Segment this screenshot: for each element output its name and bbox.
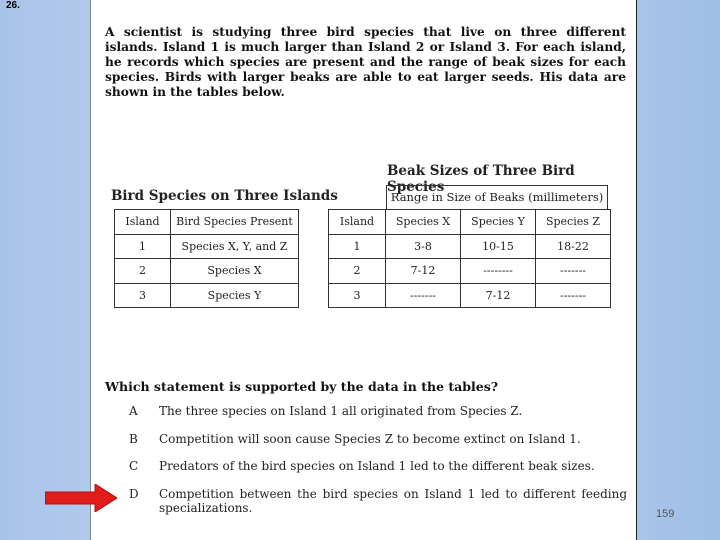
table-cell: 1 [329, 234, 386, 259]
table-row [329, 234, 611, 259]
table-cell: Species X, Y, and Z [171, 234, 299, 259]
table-row [329, 283, 611, 308]
option-text: Predators of the bird species on Island 1 led to the different beak sizes. [159, 459, 595, 473]
table-row [329, 259, 611, 284]
option-letter: D [129, 487, 139, 501]
table-cell: 7-12 [461, 283, 536, 308]
table-cell: 2 [329, 259, 386, 284]
table-cell: 3 [115, 283, 171, 308]
option-letter: C [129, 459, 139, 473]
question-intro: A scientist is studying three bird species that live on three different islands. Island 1 is much larger than Island 2 or Island 3. For each island, he records which species are present and the range of beak sizes for each species. Birds with larger beaks are able to eat larger seeds. His data are shown in the tables below. [105, 25, 626, 99]
table-cell: 1 [115, 234, 171, 259]
table-cell: 7-12 [386, 259, 461, 284]
table-cell: -------- [461, 259, 536, 284]
option-text: The three species on Island 1 all originated from Species Z. [159, 404, 523, 418]
option-text: Competition between the bird species on Island 1 led to different feeding specializations. [159, 487, 627, 515]
bird-species-table [114, 209, 299, 308]
option-letter: A [129, 404, 138, 418]
table-header-cell: Species X [386, 210, 461, 235]
table-cell: 18-22 [536, 234, 611, 259]
option-letter: B [129, 432, 138, 446]
table-row [115, 283, 299, 308]
slide-number-label: 26. [6, 0, 20, 11]
table-cell: ------- [386, 283, 461, 308]
table-header-row [329, 210, 611, 235]
worksheet-page [90, 0, 637, 540]
page-number: 159 [656, 508, 675, 520]
red-arrow-icon [45, 484, 117, 512]
table-header-cell: Species Z [536, 210, 611, 235]
table1-title: Bird Species on Three Islands [111, 188, 338, 204]
table2-title: Beak Sizes of Three Bird Species [387, 163, 575, 195]
beak-sizes-table [328, 209, 611, 308]
table-header-cell: Bird Species Present [171, 210, 299, 235]
table-row [115, 259, 299, 284]
table-cell: 10-15 [461, 234, 536, 259]
table-header-cell: Species Y [461, 210, 536, 235]
question-prompt: Which statement is supported by the data in the tables? [105, 379, 499, 394]
table-row [115, 234, 299, 259]
table2-range-header: Range in Size of Beaks (millimeters) [386, 185, 608, 209]
table-cell: 2 [115, 259, 171, 284]
table-cell: 3-8 [386, 234, 461, 259]
table-cell: ------- [536, 283, 611, 308]
table-cell: Species X [171, 259, 299, 284]
table-cell: ------- [536, 259, 611, 284]
table-header-cell: Island [329, 210, 386, 235]
table-cell: Species Y [171, 283, 299, 308]
table-cell: 3 [329, 283, 386, 308]
table-header-row [115, 210, 299, 235]
option-text: Competition will soon cause Species Z to become extinct on Island 1. [159, 432, 581, 446]
table-header-cell: Island [115, 210, 171, 235]
